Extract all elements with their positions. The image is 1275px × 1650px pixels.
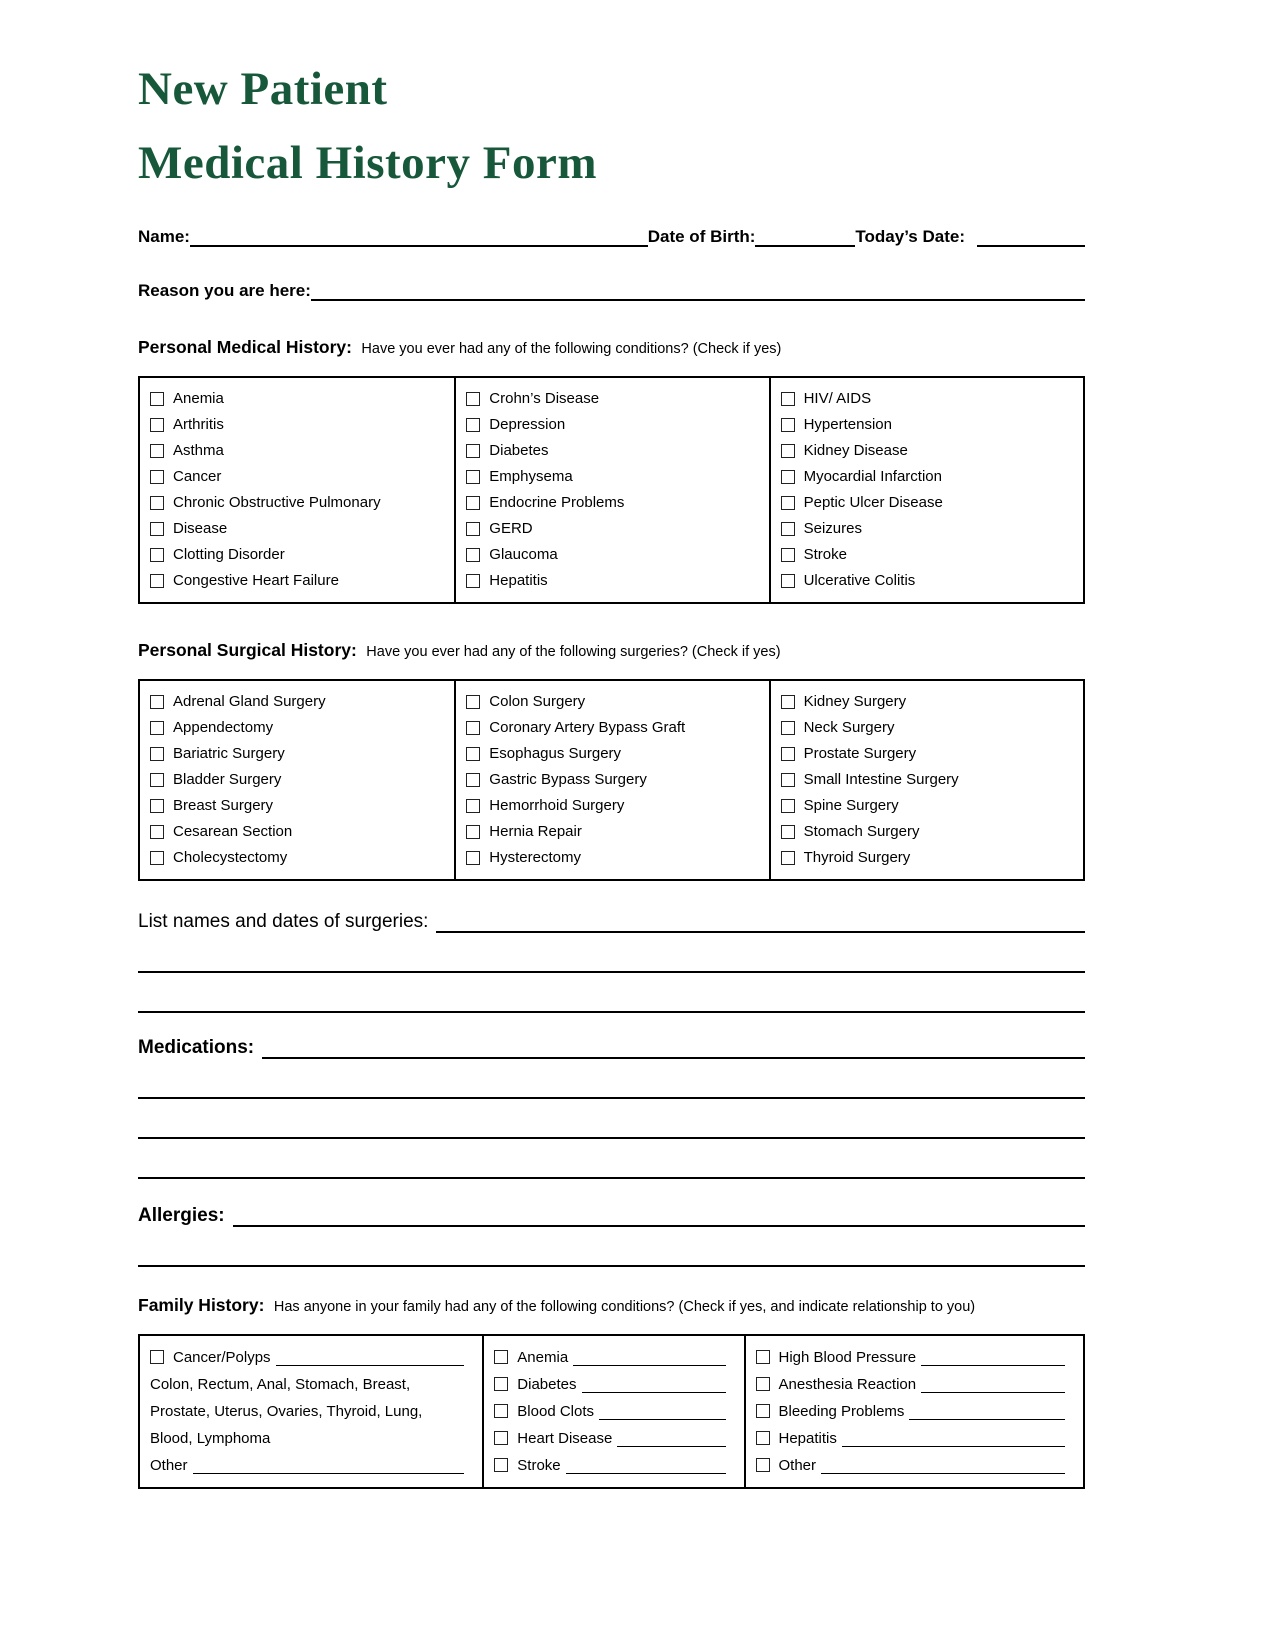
medications-row <box>138 1037 1085 1059</box>
checkbox[interactable] <box>466 825 480 839</box>
surgeries-write-in-line-2[interactable] <box>138 1011 1085 1013</box>
family-history-column-2 <box>482 1336 743 1487</box>
family-history-title: Family History: <box>138 1294 265 1315</box>
checkbox-label: Chronic Obstructive Pulmonary <box>173 494 381 511</box>
checkbox-label: Seizures <box>803 520 862 537</box>
checkbox[interactable] <box>756 1377 770 1391</box>
condition-checkbox-item <box>150 568 448 594</box>
checkbox-label: Colon Surgery <box>489 693 586 710</box>
checkbox-label: Appendectomy <box>173 719 274 736</box>
checkbox-label: Glaucoma <box>489 546 558 563</box>
checkbox-label: Bleeding Problems <box>778 1402 905 1420</box>
checkbox[interactable] <box>150 444 164 458</box>
medical-history-prompt: Have you ever had any of the following conditions? (Check if yes) <box>361 340 782 357</box>
condition-checkbox-item <box>466 464 762 490</box>
checkbox-label: Myocardial Infarction <box>803 468 942 485</box>
surgery-checkbox-item <box>150 819 448 845</box>
checkbox-label: Cholecystectomy <box>173 849 288 866</box>
surgeries-write-in-line-1[interactable] <box>138 971 1085 973</box>
condition-checkbox-item <box>466 386 762 412</box>
checkbox-label: Clotting Disorder <box>173 546 285 563</box>
surgical-history-prompt: Have you ever had any of the following surgeries? (Check if yes) <box>366 643 781 660</box>
checkbox-label: Hepatitis <box>489 572 548 589</box>
relationship-write-in-line[interactable] <box>842 1446 1065 1447</box>
checkbox[interactable] <box>466 392 480 406</box>
medications-write-in-line-3[interactable] <box>138 1177 1085 1179</box>
condition-checkbox-item <box>466 516 762 542</box>
checkbox-label: Other <box>150 1456 188 1474</box>
checkbox[interactable] <box>756 1431 770 1445</box>
condition-checkbox-item <box>781 490 1077 516</box>
condition-checkbox-item <box>150 516 448 542</box>
checkbox[interactable] <box>781 773 795 787</box>
checkbox[interactable] <box>466 444 480 458</box>
relationship-write-in-line[interactable] <box>276 1365 465 1366</box>
family-history-table <box>138 1334 1085 1489</box>
checkbox[interactable] <box>150 825 164 839</box>
name-input-line[interactable] <box>190 228 648 247</box>
surgical-history-column-2 <box>454 681 768 879</box>
checkbox-label: Congestive Heart Failure <box>173 572 339 589</box>
checkbox[interactable] <box>150 773 164 787</box>
surgical-history-table <box>138 679 1085 881</box>
checkbox-label: High Blood Pressure <box>778 1348 917 1366</box>
checkbox[interactable] <box>150 548 164 562</box>
checkbox[interactable] <box>781 695 795 709</box>
checkbox[interactable] <box>466 548 480 562</box>
checkbox-label: GERD <box>489 520 533 537</box>
medications-label: Medications: <box>138 1036 255 1058</box>
checkbox-label: Cancer <box>173 468 222 485</box>
medical-history-column-3 <box>769 378 1083 602</box>
surgery-checkbox-item <box>781 767 1077 793</box>
condition-checkbox-item <box>150 464 448 490</box>
todays-date-input-line[interactable] <box>977 228 1085 247</box>
family-condition-item <box>756 1371 1077 1398</box>
checkbox-label: Stroke <box>803 546 847 563</box>
relationship-write-in-line[interactable] <box>573 1365 725 1366</box>
relationship-write-in-line[interactable] <box>909 1419 1065 1420</box>
checkbox-label: Depression <box>489 416 566 433</box>
checkbox-label: Arthritis <box>173 416 224 433</box>
condition-checkbox-item <box>781 542 1077 568</box>
relationship-write-in-line[interactable] <box>193 1473 465 1474</box>
checkbox-label: Diabetes <box>489 442 549 459</box>
family-condition-item <box>494 1344 737 1371</box>
surgery-checkbox-item <box>150 689 448 715</box>
identity-row <box>138 227 1085 247</box>
todays-date-label: Today’s Date: <box>855 226 965 246</box>
condition-checkbox-item <box>466 412 762 438</box>
family-condition-item <box>150 1452 476 1479</box>
checkbox[interactable] <box>466 747 480 761</box>
surgery-checkbox-item <box>150 767 448 793</box>
checkbox[interactable] <box>150 1350 164 1364</box>
surgeries-list-input-line[interactable] <box>436 912 1085 933</box>
condition-checkbox-item <box>781 464 1077 490</box>
checkbox-label: Anemia <box>173 390 224 407</box>
checkbox[interactable] <box>466 574 480 588</box>
surgery-checkbox-item <box>150 793 448 819</box>
medical-history-title: Personal Medical History: <box>138 336 352 357</box>
medical-history-column-2 <box>454 378 768 602</box>
condition-checkbox-item <box>781 386 1077 412</box>
surgery-checkbox-item <box>150 741 448 767</box>
checkbox[interactable] <box>494 1350 508 1364</box>
checkbox-label: Kidney Disease <box>803 442 908 459</box>
condition-checkbox-item <box>150 386 448 412</box>
checkbox[interactable] <box>756 1350 770 1364</box>
checkbox-label: Diabetes <box>517 1375 577 1393</box>
family-history-column-3 <box>744 1336 1083 1487</box>
checkbox[interactable] <box>466 721 480 735</box>
family-history-prompt: Has anyone in your family had any of the following conditions? (Check if yes, and indicate relationship to you) <box>273 1298 976 1315</box>
checkbox[interactable] <box>466 799 480 813</box>
surgery-checkbox-item <box>466 767 762 793</box>
name-label: Name: <box>138 226 190 246</box>
medical-history-table <box>138 376 1085 604</box>
medications-write-in-line-2[interactable] <box>138 1137 1085 1139</box>
condition-checkbox-item <box>781 516 1077 542</box>
checkbox[interactable] <box>150 418 164 432</box>
family-condition-item <box>494 1371 737 1398</box>
checkbox[interactable] <box>494 1458 508 1472</box>
checkbox[interactable] <box>150 470 164 484</box>
form-title-line-2: Medical History Form <box>138 137 597 190</box>
checkbox-label: Coronary Artery Bypass Graft <box>489 719 686 736</box>
family-history-column-1 <box>140 1336 482 1487</box>
checkbox[interactable] <box>494 1404 508 1418</box>
relationship-write-in-line[interactable] <box>921 1365 1065 1366</box>
surgery-checkbox-item <box>466 689 762 715</box>
checkbox[interactable] <box>150 392 164 406</box>
checkbox[interactable] <box>466 695 480 709</box>
checkbox[interactable] <box>781 418 795 432</box>
form-title <box>138 52 1085 201</box>
checkbox-label: Hemorrhoid Surgery <box>489 797 625 814</box>
surgery-checkbox-item <box>466 819 762 845</box>
condition-checkbox-item <box>150 412 448 438</box>
checkbox-label: Hypertension <box>803 416 892 433</box>
checkbox[interactable] <box>756 1404 770 1418</box>
form-title-line-1: New Patient <box>138 63 388 115</box>
family-condition-item <box>756 1344 1077 1371</box>
checkbox-label: Anesthesia Reaction <box>778 1375 917 1393</box>
checkbox[interactable] <box>150 496 164 510</box>
checkbox[interactable] <box>150 799 164 813</box>
checkbox-label: Bariatric Surgery <box>173 745 285 762</box>
checkbox[interactable] <box>494 1431 508 1445</box>
checkbox-label: Blood, Lymphoma <box>150 1429 271 1447</box>
checkbox[interactable] <box>781 799 795 813</box>
relationship-write-in-line[interactable] <box>566 1473 726 1474</box>
relationship-write-in-line[interactable] <box>821 1473 1065 1474</box>
checkbox[interactable] <box>756 1458 770 1472</box>
checkbox[interactable] <box>466 522 480 536</box>
checkbox[interactable] <box>150 522 164 536</box>
checkbox-label: Breast Surgery <box>173 797 274 814</box>
condition-checkbox-item <box>150 542 448 568</box>
surgical-history-title: Personal Surgical History: <box>138 639 357 660</box>
checkbox-label: Cancer/Polyps <box>173 1348 271 1366</box>
checkbox[interactable] <box>781 392 795 406</box>
checkbox-label: Cesarean Section <box>173 823 293 840</box>
condition-checkbox-item <box>466 542 762 568</box>
checkbox-label: Hepatitis <box>778 1429 837 1447</box>
family-history-heading <box>138 1295 1085 1316</box>
surgical-history-column-1 <box>140 681 454 879</box>
checkbox-label: Prostate Surgery <box>803 745 917 762</box>
checkbox-label: Peptic Ulcer Disease <box>803 494 943 511</box>
checkbox-label: Stroke <box>517 1456 561 1474</box>
checkbox-label: Disease <box>173 520 228 537</box>
relationship-write-in-line[interactable] <box>599 1419 725 1420</box>
checkbox-label: Hernia Repair <box>489 823 582 840</box>
checkbox[interactable] <box>781 851 795 865</box>
checkbox-label: Ulcerative Colitis <box>803 572 916 589</box>
checkbox[interactable] <box>150 695 164 709</box>
surgeries-list-label: List names and dates of surgeries: <box>138 910 429 932</box>
checkbox-label: Prostate, Uterus, Ovaries, Thyroid, Lung, <box>150 1402 423 1420</box>
medications-write-in-line-1[interactable] <box>138 1097 1085 1099</box>
checkbox[interactable] <box>494 1377 508 1391</box>
form-content <box>138 52 1085 1489</box>
family-condition-item <box>150 1425 476 1452</box>
family-condition-item <box>494 1452 737 1479</box>
checkbox[interactable] <box>781 747 795 761</box>
checkbox[interactable] <box>466 418 480 432</box>
checkbox[interactable] <box>781 548 795 562</box>
checkbox[interactable] <box>781 470 795 484</box>
checkbox[interactable] <box>466 496 480 510</box>
allergies-row <box>138 1205 1085 1227</box>
family-condition-item <box>150 1371 476 1398</box>
checkbox[interactable] <box>781 522 795 536</box>
family-condition-item <box>150 1398 476 1425</box>
relationship-write-in-line[interactable] <box>582 1392 726 1393</box>
surgery-checkbox-item <box>466 793 762 819</box>
medical-history-column-1 <box>140 378 454 602</box>
checkbox-label: Small Intestine Surgery <box>803 771 959 788</box>
condition-checkbox-item <box>781 568 1077 594</box>
checkbox-label: Crohn’s Disease <box>489 390 600 407</box>
checkbox[interactable] <box>781 444 795 458</box>
checkbox[interactable] <box>150 851 164 865</box>
family-condition-item <box>756 1398 1077 1425</box>
allergies-label: Allergies: <box>138 1204 225 1226</box>
condition-checkbox-item <box>781 412 1077 438</box>
checkbox[interactable] <box>466 470 480 484</box>
reason-label: Reason you are here: <box>138 280 311 300</box>
family-condition-item <box>756 1452 1077 1479</box>
allergies-input-line[interactable] <box>233 1206 1085 1227</box>
checkbox[interactable] <box>150 721 164 735</box>
dob-label: Date of Birth: <box>647 226 756 246</box>
surgery-checkbox-item <box>150 715 448 741</box>
checkbox-label: Spine Surgery <box>803 797 899 814</box>
checkbox-label: Colon, Rectum, Anal, Stomach, Breast, <box>150 1375 411 1393</box>
medical-history-heading <box>138 337 1085 358</box>
checkbox[interactable] <box>781 496 795 510</box>
checkbox-label: HIV/ AIDS <box>803 390 872 407</box>
surgery-checkbox-item <box>466 845 762 871</box>
dob-input-line[interactable] <box>755 228 855 247</box>
family-condition-item <box>494 1425 737 1452</box>
checkbox[interactable] <box>466 773 480 787</box>
surgical-history-heading <box>138 640 1085 661</box>
checkbox[interactable] <box>150 574 164 588</box>
family-condition-item <box>150 1344 476 1371</box>
checkbox-label: Neck Surgery <box>803 719 895 736</box>
surgery-checkbox-item <box>466 715 762 741</box>
checkbox-label: Asthma <box>173 442 224 459</box>
surgical-history-column-3 <box>769 681 1083 879</box>
surgery-checkbox-item <box>781 689 1077 715</box>
reason-row <box>138 281 1085 301</box>
surgery-checkbox-item <box>781 741 1077 767</box>
checkbox-label: Emphysema <box>489 468 573 485</box>
checkbox-label: Other <box>778 1456 817 1474</box>
medications-input-line[interactable] <box>262 1038 1085 1059</box>
condition-checkbox-item <box>466 568 762 594</box>
checkbox[interactable] <box>466 851 480 865</box>
condition-checkbox-item <box>466 490 762 516</box>
checkbox-label: Esophagus Surgery <box>489 745 622 762</box>
relationship-write-in-line[interactable] <box>921 1392 1065 1393</box>
condition-checkbox-item <box>466 438 762 464</box>
surgery-checkbox-item <box>781 793 1077 819</box>
checkbox-label: Adrenal Gland Surgery <box>173 693 326 710</box>
checkbox-label: Bladder Surgery <box>173 771 282 788</box>
surgery-checkbox-item <box>781 715 1077 741</box>
family-condition-item <box>494 1398 737 1425</box>
reason-input-line[interactable] <box>311 282 1085 301</box>
surgery-checkbox-item <box>781 845 1077 871</box>
checkbox-label: Thyroid Surgery <box>803 849 911 866</box>
checkbox-label: Endocrine Problems <box>489 494 625 511</box>
condition-checkbox-item <box>781 438 1077 464</box>
checkbox[interactable] <box>150 747 164 761</box>
surgery-checkbox-item <box>466 741 762 767</box>
surgery-checkbox-item <box>781 819 1077 845</box>
condition-checkbox-item <box>150 490 448 516</box>
family-condition-item <box>756 1425 1077 1452</box>
checkbox[interactable] <box>781 825 795 839</box>
checkbox-label: Gastric Bypass Surgery <box>489 771 647 788</box>
checkbox[interactable] <box>781 721 795 735</box>
surgeries-list-row <box>138 911 1085 933</box>
checkbox-label: Kidney Surgery <box>803 693 907 710</box>
allergies-write-in-line-1[interactable] <box>138 1265 1085 1267</box>
condition-checkbox-item <box>150 438 448 464</box>
checkbox-label: Hysterectomy <box>489 849 581 866</box>
surgery-checkbox-item <box>150 845 448 871</box>
checkbox-label: Heart Disease <box>517 1429 613 1447</box>
checkbox[interactable] <box>781 574 795 588</box>
relationship-write-in-line[interactable] <box>617 1446 725 1447</box>
checkbox-label: Blood Clots <box>517 1402 595 1420</box>
checkbox-label: Anemia <box>517 1348 569 1366</box>
checkbox-label: Stomach Surgery <box>803 823 920 840</box>
